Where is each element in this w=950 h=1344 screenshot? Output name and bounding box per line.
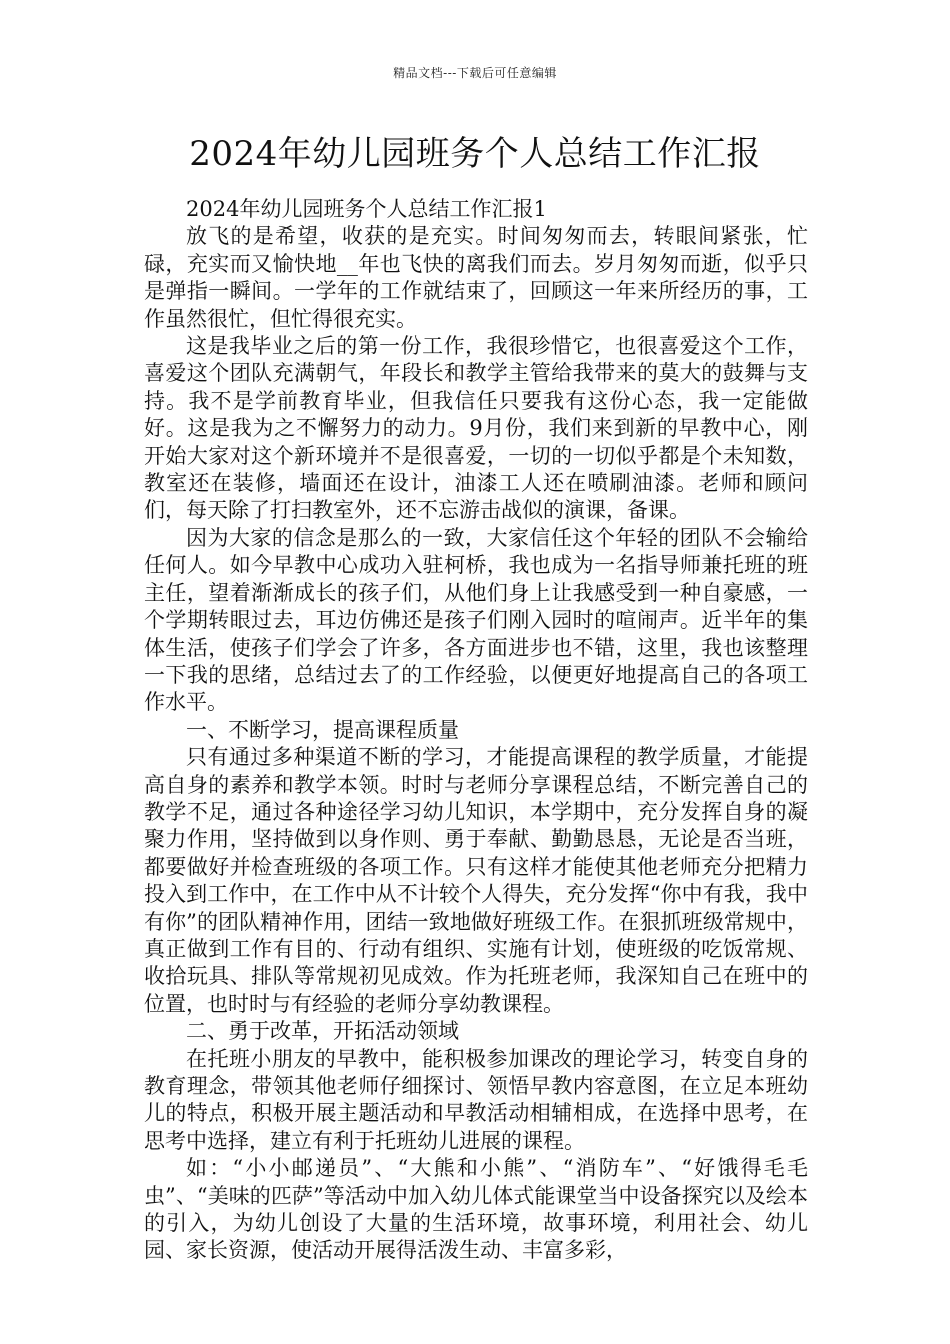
document-title: 2024年幼儿园班务个人总结工作汇报	[189, 134, 761, 174]
body-paragraph: 只有通过多种渠道不断的学习，才能提高课程的教学质量，才能提高自身的素养和教学本领。时时与老师分享课程总结，不断完善自己的教学不足，通过各种途径学习幼儿知识，本学期中，充分发挥自身的凝聚力作用，坚持做到以身作则、勇于奉献、勤勤恳恳，无论是否当班，都要做好并检查班级的各项工作。只有这样才能使其他老师充分把精力投入到工作中，在工作中从不计较个人得失，充分发挥“你中有我，我中有你”的团队精神作用，团结一致地做好班级工作。在狠抓班级常规中，真正做到工作有目的、行动有组织、实施有计划，使班级的吃饭常规、收拾玩具、排队等常规初见成效。作为托班老师，我深知自己在班中的位置，也时时与有经验的老师分享幼教课程。	[144, 745, 808, 1016]
body-paragraph: 因为大家的信念是那么的一致，大家信任这个年轻的团队不会输给任何人。如今早教中心成功入驻柯桥，我也成为一名指导师兼托班的班主任，望着渐渐成长的孩子们，从他们身上让我感受到一种自豪感，一个学期转眼过去，耳边仿佛还是孩子们刚入园时的喧闹声。近半年的集体生活，使孩子们学会了许多，各方面进步也不错，这里，我也该整理一下我的思绪，总结过去了的工作经验，以便更好地提高自己的各项工作水平。	[144, 525, 808, 715]
subtitle-paragraph: 2024年幼儿园班务个人总结工作汇报1	[186, 197, 547, 221]
header-note: 精品文档---下载后可任意编辑	[393, 66, 557, 80]
section-heading: 一、不断学习，提高课程质量	[186, 717, 459, 742]
body-paragraph: 这是我毕业之后的第一份工作，我很珍惜它，也很喜爱这个工作，喜爱这个团队充满朝气，年段长和教学主管给我带来的莫大的鼓舞与支持。我不是学前教育毕业，但我信任只要我有这份心态，我一定能做好。这是我为之不懈努力的动力。9月份，我们来到新的早教中心，刚开始大家对这个新环境并不是很喜爱，一切的一切似乎都是个未知数，教室还在装修，墙面还在设计，油漆工人还在喷刷油漆。老师和顾问们，每天除了打扫教室外，还不忘游击战似的演课，备课。	[144, 334, 808, 523]
document-body	[144, 196, 808, 1265]
body-paragraph: 如：“小小邮递员”、“大熊和小熊”、“消防车”、“好饿得毛毛虫”、“美味的匹萨”等活动中加入幼儿体式能课堂当中设备探究以及绘本的引入，为幼儿创设了大量的生活环境，故事环境，利用社会、幼儿园、家长资源，使活动开展得活泼生动、丰富多彩，	[144, 1156, 808, 1263]
section-heading: 二、勇于改革，开拓活动领域	[186, 1019, 459, 1044]
body-paragraph: 在托班小朋友的早教中，能积极参加课改的理论学习，转变自身的教育理念，带领其他老师仔细探讨、领悟早教内容意图，在立足本班幼儿的特点，积极开展主题活动和早教活动相辅相成，在选择中思考，在思考中选择，建立有利于托班幼儿进展的课程。	[144, 1046, 808, 1153]
body-paragraph: 放飞的是希望，收获的是充实。时间匆匆而去，转眼间紧张，忙碌，充实而又愉快地__年也飞快的离我们而去。岁月匆匆而逝，似乎只是弹指一瞬间。一学年的工作就结束了，回顾这一年来所经历的事，工作虽然很忙，但忙得很充实。	[144, 224, 808, 331]
